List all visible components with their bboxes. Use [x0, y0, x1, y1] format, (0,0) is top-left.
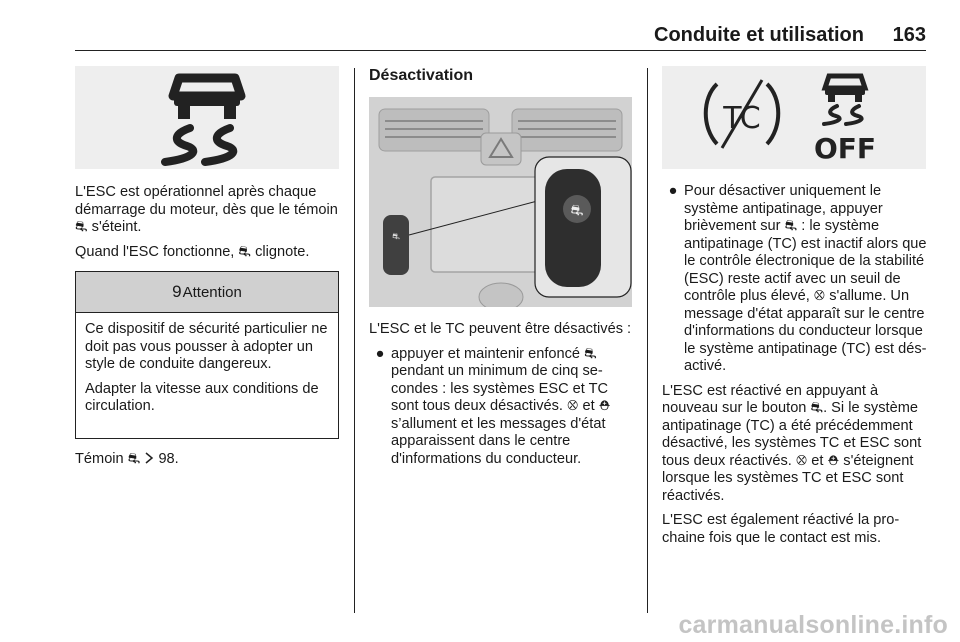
page-number: 163	[892, 24, 926, 46]
paragraph: L'ESC est également réactivé la prochaine fois que le contact est mis.	[662, 512, 900, 546]
list-item	[662, 183, 928, 376]
bullet-text: appuyer et maintenir enfoncé ⛐ pendant un minimum de cinq secondes : les systèmes ESC et TC sont tous deux désactivés. ⛒ et ⛑ s’allument et les messages d'état apparaissent dans le centre d'informations du conducteur.	[391, 345, 611, 467]
bullet-dot: ●	[668, 183, 678, 199]
paragraph: Quand l'ESC fonctionne, ⛐ clignote.	[75, 243, 310, 260]
svg-text:⛐: ⛐	[392, 232, 400, 242]
arrow-right-icon	[144, 452, 154, 464]
list-item	[369, 346, 635, 469]
column-divider	[647, 68, 648, 613]
section-title: Conduite et utilisation	[654, 24, 864, 46]
warning-header	[76, 272, 338, 313]
paragraph: Adapter la vitesse aux conditions de circulation.	[85, 380, 319, 414]
column-divider	[354, 68, 355, 613]
esc-icon-panel	[75, 66, 339, 169]
paragraph: L'ESC est réactivé en appuyant à nouveau sur le bouton ⛐. Si le système antipatinage (TC) a été précédemment désactivé, les systèmes TC et ESC sont tous deux réactivés. ⛒ et ⛑ s'éteignent lorsque les systèmes TC et ESC sont réactivés.	[662, 382, 922, 504]
indicator-reference	[75, 451, 341, 469]
paragraph: L'ESC et le TC peuvent être désactivés :	[369, 321, 632, 337]
tc-esc-off-icon-panel	[662, 66, 926, 169]
column-2-heading	[369, 67, 633, 85]
section-heading: Désactivation	[369, 67, 474, 84]
warning-title: Attention	[182, 283, 242, 301]
indicator-page-link[interactable]: 98.	[158, 451, 179, 467]
watermark: carmanualsonline.info	[678, 611, 948, 639]
bullet-dot: ●	[375, 345, 385, 362]
column-2	[369, 321, 635, 468]
page-header	[75, 0, 926, 51]
svg-text:⛐: ⛐	[570, 201, 584, 219]
warning-triangle-icon: 9	[172, 282, 182, 301]
column-1	[75, 184, 341, 268]
warning-box	[75, 271, 339, 439]
indicator-text: Témoin ⛐	[75, 451, 145, 467]
paragraph: Ce dispositif de sécurité particulier ne doit pas vous pousser à adopter un style de conduite dangereux.	[85, 321, 328, 372]
esc-skid-icon	[75, 66, 339, 169]
dashboard-illustration	[369, 97, 632, 307]
off-label: OFF	[813, 132, 877, 165]
bullet-text: Pour désactiver uniquement le système antipatinage, appuyer brièvement sur ⛐ : le système antipatinage (TC) est inactif alors que le contrôle électronique de la stabilité (ESC) reste actif avec un seuil de contrôle plus élevé, ⛒ s'allume. Un message d'état apparaît sur le centre d'informations du conducteur lorsque le système antipatinage (TC) est désactivé.	[684, 183, 927, 374]
column-3	[662, 183, 928, 554]
tc-label: TC	[723, 101, 761, 136]
paragraph: L'ESC est opérationnel après chaque démarrage du moteur, dès que le témoin ⛐ s'éteint.	[75, 184, 338, 235]
warning-body	[76, 313, 338, 416]
esc-off-icon	[825, 76, 865, 102]
